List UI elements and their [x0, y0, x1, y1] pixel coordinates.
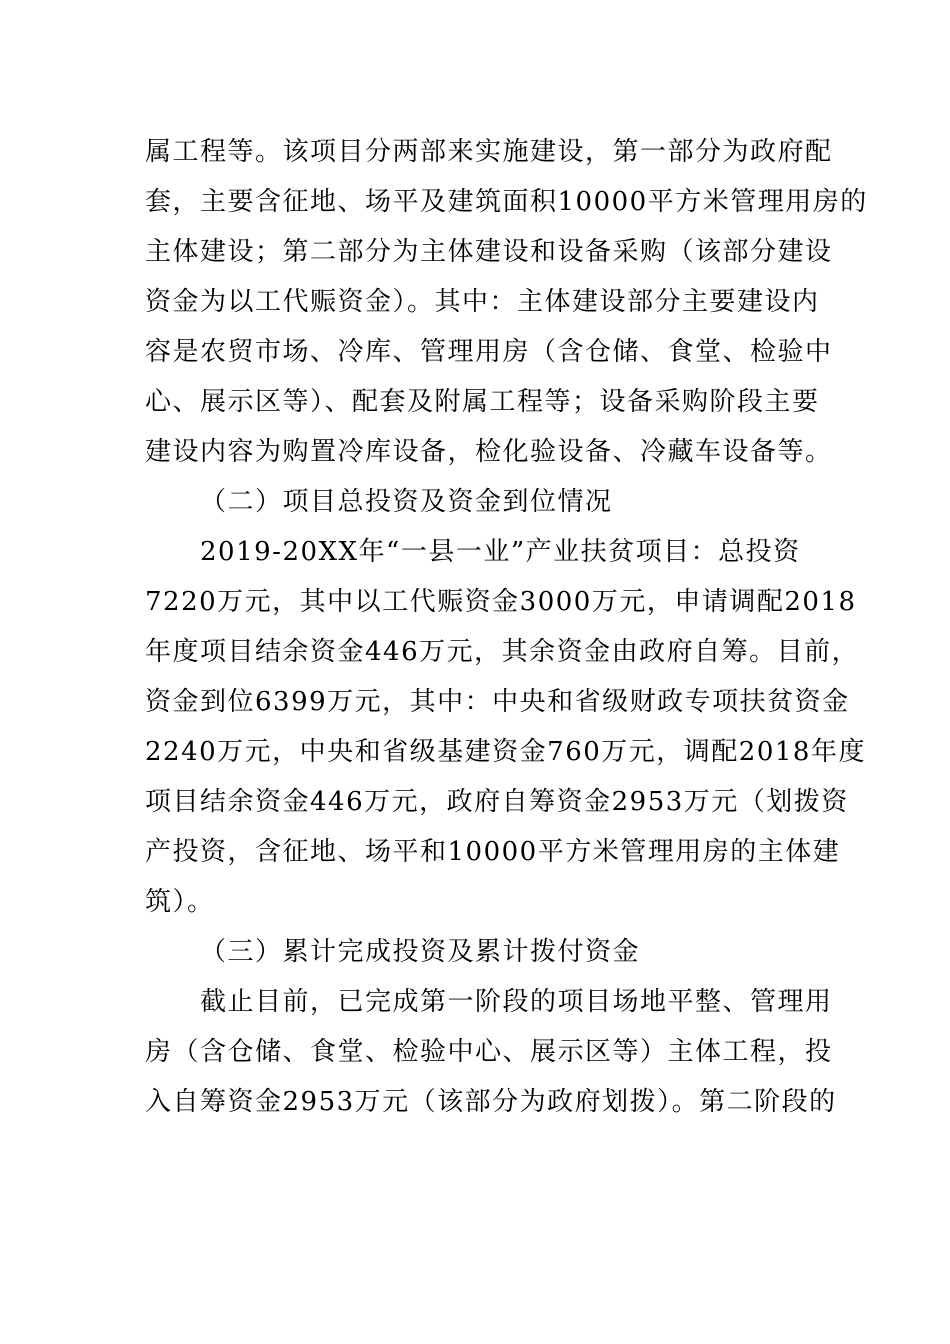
section-heading-3: （三）累计完成投资及累计拨付资金 [200, 937, 641, 967]
paragraph-start-line: 2019-20XX年“一县一业”产业扶贫项目：总投资 [200, 537, 801, 567]
body-text-line: 房（含仓储、食堂、检验中心、展示区等）主体工程，投 [145, 1037, 833, 1067]
paragraph-start-line: 截止目前，已完成第一阶段的项目场地平整、管理用 [200, 987, 833, 1017]
body-text-line: 产投资，含征地、场平和10000平方米管理用房的主体建 [145, 837, 841, 867]
body-text-line: 套，主要含征地、场平及建筑面积10000平方米管理用房的 [145, 187, 868, 217]
body-text-line: 年度项目结余资金446万元，其余资金由政府自筹。目前， [145, 637, 860, 667]
body-text-line: 主体建设；第二部分为主体建设和设备采购（该部分建设 [145, 237, 833, 267]
body-text-line: 资金到位6399万元，其中：中央和省级财政专项扶贫资金 [145, 687, 850, 717]
body-text-line: 7220万元，其中以工代赈资金3000万元，申请调配2018 [145, 587, 857, 617]
body-text-line: 心、展示区等）、配套及附属工程等；设备采购阶段主要 [145, 387, 820, 417]
section-heading-2: （二）项目总投资及资金到位情况 [200, 487, 613, 517]
body-text-line: 筑）。 [145, 887, 215, 917]
body-text-line: 建设内容为购置冷库设备，检化验设备、冷藏车设备等。 [145, 437, 833, 467]
body-text-line: 入自筹资金2953万元（该部分为政府划拨）。第二阶段的 [145, 1087, 837, 1117]
body-text-line: 资金为以工代赈资金）。其中：主体建设部分主要建设内 [145, 287, 820, 317]
body-text-line: 项目结余资金446万元，政府自筹资金2953万元（划拨资 [145, 787, 849, 817]
body-text-line: 2240万元，中央和省级基建资金760万元，调配2018年度 [145, 737, 866, 767]
body-text-line: 容是农贸市场、冷库、管理用房（含仓储、食堂、检验中 [145, 337, 833, 367]
body-text-line: 属工程等。该项目分两部来实施建设，第一部分为政府配 [145, 137, 833, 167]
